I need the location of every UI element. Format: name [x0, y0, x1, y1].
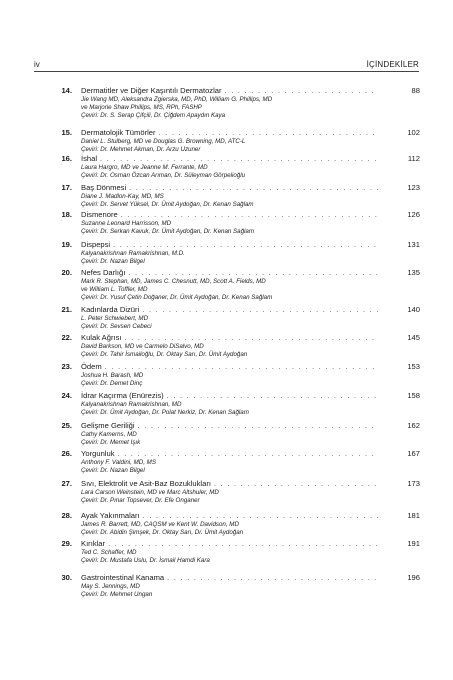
author-line: Ted C. Schaffer, MD	[81, 549, 137, 556]
page-number: 191	[407, 539, 420, 548]
chapter-title: Baş Dönmesi	[81, 183, 127, 192]
chapter-number: 27.	[61, 479, 72, 488]
page-number: 123	[407, 183, 420, 192]
dot-leader	[129, 184, 379, 193]
header-rule	[34, 71, 419, 72]
dot-leader	[138, 422, 379, 431]
author-line: Lara Carson Weinstein, MD ve Marc Altshuler, MD	[81, 489, 219, 496]
chapter-number: 22.	[61, 333, 72, 342]
author-line: Çeviri: Dr. Pınar Topsever, Dr. Efe Onganer	[81, 496, 200, 504]
dot-leader	[142, 306, 379, 315]
chapter-number: 15.	[61, 128, 72, 137]
entry-body	[81, 333, 420, 359]
chapter-number: 18.	[61, 210, 72, 219]
chapter-title: Dermatitler ve Diğer Kaşıntılı Dermatozlar	[81, 86, 222, 95]
author-line: Çeviri: Dr. Yusuf Çetin Doğaner, Dr. Ümit Aydoğan, Dr. Kenan Sağlam	[81, 293, 273, 301]
page-number: 158	[407, 391, 420, 400]
dot-leader	[214, 480, 379, 489]
dot-leader	[113, 241, 379, 250]
author-line: Kalyanakrishnan Ramakrishnan, MD	[81, 401, 182, 408]
author-line: Joshua H. Barash, MD	[81, 372, 144, 379]
chapter-title: İshal	[81, 154, 98, 163]
title-line	[81, 86, 420, 96]
page-number: 135	[407, 268, 420, 277]
author-line: David Barkson, MD ve Carmelo DiSalvo, MD	[81, 343, 204, 350]
entry-body	[81, 128, 420, 154]
author-line: Çeviri: Dr. Serkan Kavuk, Dr. Ümit Aydoğan, Dr. Kenan Sağlam	[81, 227, 255, 235]
chapter-number: 21.	[61, 305, 72, 314]
title-line	[81, 391, 420, 401]
entry-body	[81, 268, 420, 301]
author-line: L. Peter Schwiebert, MD	[81, 315, 149, 322]
chapter-title: Nefes Darlığı	[81, 268, 126, 277]
entry-body	[81, 86, 420, 119]
chapter-number: 23.	[61, 362, 72, 371]
author-line: Çeviri: Dr. Abidin Şimşek, Dr. Oktay Sarı, Dr. Ümit Aydoğan	[81, 528, 244, 536]
author-line: James R. Barrett, MD, CAQSM ve Kent W. Davidson, MD	[81, 521, 239, 528]
chapter-number: 26.	[61, 449, 72, 458]
entry-body	[81, 479, 420, 505]
title-line	[81, 128, 420, 138]
dot-leader	[125, 334, 379, 343]
chapter-title: Gelişme Geriliği	[81, 421, 135, 430]
chapter-title: Kırıklar	[81, 539, 106, 548]
entry-body	[81, 183, 420, 209]
entry-body	[81, 421, 420, 447]
chapter-title: Gastrointestinal Kanama	[81, 573, 165, 582]
chapter-number: 14.	[61, 86, 72, 95]
author-line: Çeviri: Dr. Nazan Bilgel	[81, 466, 145, 474]
entry-body	[81, 362, 420, 388]
title-line	[81, 449, 420, 459]
entry-body	[81, 240, 420, 266]
author-line: Çeviri: Dr. Nazan Bilgel	[81, 257, 145, 265]
author-line: Çeviri: Dr. Memet Işık	[81, 438, 141, 446]
author-line: Çeviri: Dr. Tahir İsmailoğlu, Dr. Oktay Sarı, Dr. Ümit Aydoğan	[81, 350, 248, 358]
entry-body	[81, 539, 420, 565]
title-line	[81, 333, 420, 343]
chapter-number: 17.	[61, 183, 72, 192]
dot-leader	[128, 269, 379, 278]
page-number: 167	[407, 449, 420, 458]
page-number: 126	[407, 210, 420, 219]
title-line	[81, 154, 420, 164]
author-line: Jie Wang MD, Aleksandra Zgierska, MD, PhD, William G. Phillips, MD	[81, 96, 273, 103]
dot-leader	[108, 540, 379, 549]
chapter-number: 29.	[61, 539, 72, 548]
chapter-title: İdrar Kaçırma (Enürezis)	[81, 391, 164, 400]
page-number: 145	[407, 333, 420, 342]
author-line: ve Marjorie Shaw Phillips, MS, RPh, FASHP	[81, 103, 202, 111]
author-line: Çeviri: Dr. Demet Dinç	[81, 379, 143, 387]
author-line: May S. Jennings, MD	[81, 583, 140, 590]
entry-body	[81, 573, 420, 599]
title-line	[81, 573, 420, 583]
author-line: Kalyanakrishnan Ramakrishnan, M.D.	[81, 250, 185, 257]
author-line: Diane J. Madlon-Kay, MD, MS	[81, 193, 164, 200]
page-number: 162	[407, 421, 420, 430]
entry-body	[81, 511, 420, 537]
chapter-title: Ayak Yakınmaları	[81, 511, 140, 520]
author-line: Mark R. Stephan, MD, James C. Chesnutt, MD, Scott A. Fields, MD	[81, 278, 266, 285]
author-line: Çeviri: Dr. Servet Yüksel, Dr. Ümit Aydoğan, Dr. Kenan Sağlam	[81, 200, 254, 208]
entry-body	[81, 154, 420, 180]
chapter-number: 16.	[61, 154, 72, 163]
chapter-number: 24.	[61, 391, 72, 400]
chapter-number: 30.	[61, 573, 72, 582]
chapter-title: Dispepsi	[81, 240, 111, 249]
chapter-title: Ödem	[81, 362, 102, 371]
title-line	[81, 210, 420, 220]
title-line	[81, 479, 420, 489]
title-line	[81, 183, 420, 193]
dot-leader	[105, 363, 379, 372]
title-line	[81, 305, 420, 315]
author-line: Çeviri: Dr. S. Serap Çifçili, Dr. Çiğdem Apaydın Kaya	[81, 111, 226, 119]
dot-leader	[167, 392, 379, 401]
dot-leader	[118, 450, 380, 459]
title-line	[81, 268, 420, 278]
chapter-title: Dermatolojik Tümörler	[81, 128, 156, 137]
page-number: 102	[407, 128, 420, 137]
dot-leader	[143, 512, 379, 521]
chapter-title: Kadınlarda Dizüri	[81, 305, 140, 314]
section-title: İÇİNDEKİLER	[366, 60, 419, 69]
title-line	[81, 362, 420, 372]
chapter-number: 19.	[61, 240, 72, 249]
chapter-number: 20.	[61, 268, 72, 277]
page-number: 173	[407, 479, 420, 488]
page-number: 112	[407, 154, 420, 163]
page-number: 196	[407, 573, 420, 582]
chapter-number: 25.	[61, 421, 72, 430]
running-header	[34, 60, 419, 72]
title-line	[81, 539, 420, 549]
author-line: Çeviri: Dr. Mehmet Akman, Dr. Arzu Uzuner	[81, 145, 201, 153]
author-line: Çeviri: Dr. Osman Özcan Arıman, Dr. Süleyman Görpelioğlu	[81, 171, 246, 179]
entry-body	[81, 305, 420, 331]
dot-leader	[167, 574, 379, 583]
author-line: Daniel L. Stulberg, MD ve Douglas G. Browning, MD, ATC-L	[81, 138, 246, 145]
chapter-title: Sıvı, Elektrolit ve Asit-Baz Bozuklukları	[81, 479, 211, 488]
page-number: 181	[407, 511, 420, 520]
title-line	[81, 421, 420, 431]
entry-body	[81, 210, 420, 236]
page-number: 131	[407, 240, 420, 249]
page-number: 140	[407, 305, 420, 314]
author-line: Suzanne Leonard Harrisson, MD	[81, 220, 172, 227]
chapter-title: Dismenore	[81, 210, 118, 219]
author-line: Anthony F. Valdini, MD, MS	[81, 459, 156, 466]
chapter-title: Yorgunluk	[81, 449, 115, 458]
page-number: 153	[407, 362, 420, 371]
entry-body	[81, 391, 420, 417]
dot-leader	[159, 129, 379, 138]
chapter-title: Kulak Ağrısı	[81, 333, 122, 342]
author-line: Çeviri: Dr. Sevsen Cebeci	[81, 322, 152, 330]
chapter-number: 28.	[61, 511, 72, 520]
author-line: Laura Hargro, MD ve Jeanne M. Ferrante, MD	[81, 164, 208, 171]
title-line	[81, 511, 420, 521]
author-line: Çeviri: Dr. Mehmet Ungan	[81, 590, 153, 598]
dot-leader	[225, 87, 379, 96]
author-line: Çeviri: Dr. Ümit Aydoğan, Dr. Polat Nerkiz, Dr. Kenan Sağlam	[81, 408, 249, 416]
entry-body	[81, 449, 420, 475]
author-line: Çeviri: Dr. Mustafa Uslu, Dr. İsmail Hamdi Kara	[81, 556, 210, 564]
dot-leader	[100, 155, 379, 164]
dot-leader	[121, 211, 379, 220]
page-number-label: iv	[34, 60, 40, 69]
author-line: Cathy Kamerns, MD	[81, 431, 137, 438]
title-line	[81, 240, 420, 250]
page-number: 88	[411, 86, 420, 95]
author-line: ve William L. Toffler, MD	[81, 285, 148, 293]
